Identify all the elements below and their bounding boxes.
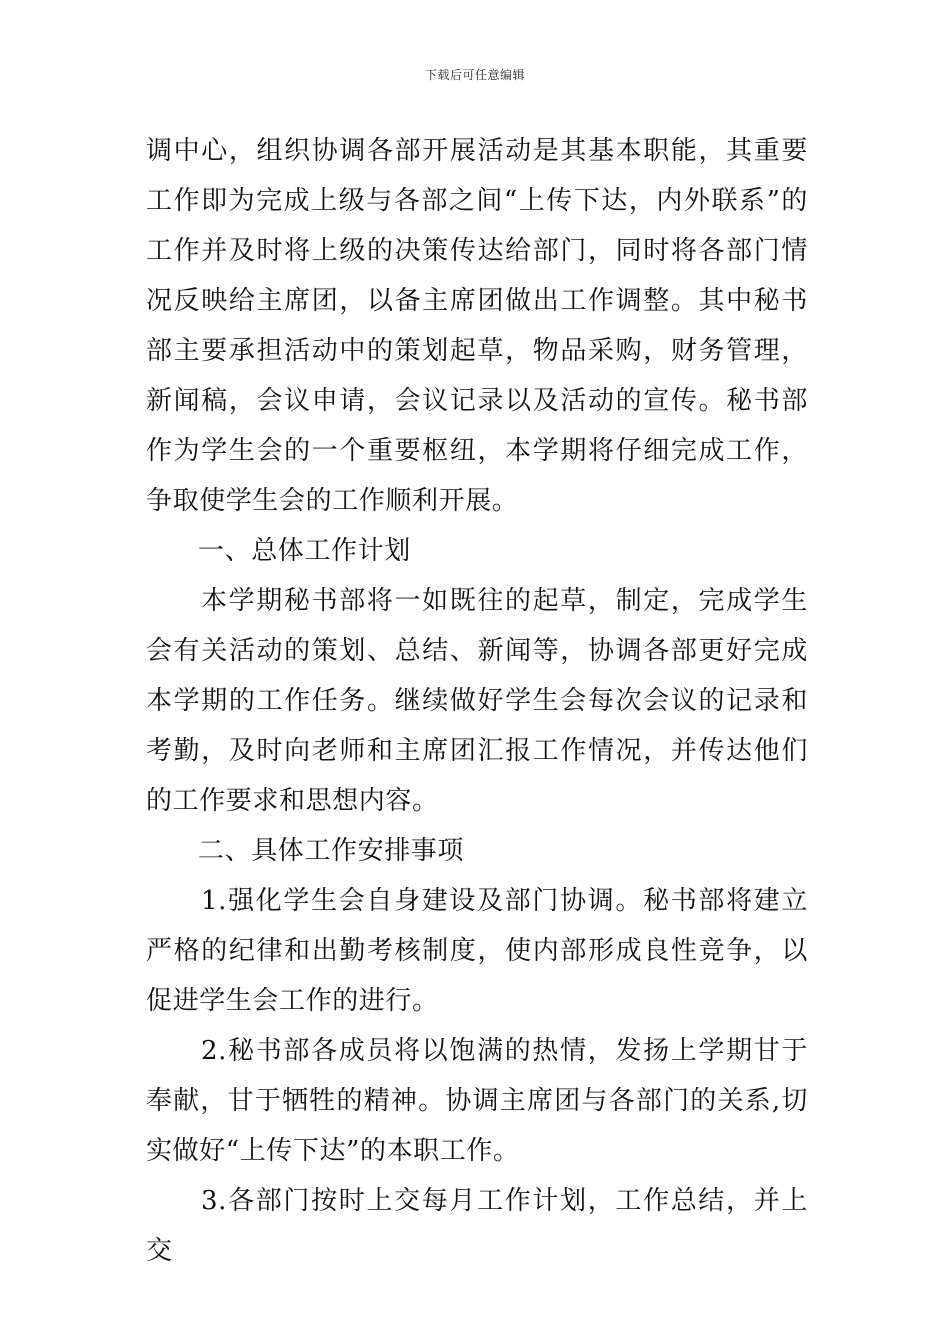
section-heading-specific-items: 二、具体工作安排事项 [198,836,465,866]
paragraph-overall-plan: 本学期秘书部将一如既往的起草，制定，完成学生会有关活动的策划、总结、新闻等，协调各部更好完成本学期的工作任务。继续做好学生会每次会议的记录和考勤，及时向老师和主席团汇报工作情况，并传达他们的工作要求和思想内容。 [146,586,808,816]
list-item-1: 1.强化学生会自身建设及部门协调。秘书部将建立严格的纪律和出勤考核制度，使内部形成良性竞争，以促进学生会工作的进行。 [146,886,808,1016]
section-heading-overall-plan: 一、总体工作计划 [198,536,411,566]
document-body [146,126,808,1276]
list-item-2: 2.秘书部各成员将以饱满的热情，发扬上学期甘于奉献，甘于牺牲的精神。协调主席团与各部门的关系,切实做好“上传下达”的本职工作。 [146,1036,808,1166]
page-header: 下载后可任意编辑 [424,68,525,82]
list-item-3: 3.各部门按时上交每月工作计划，工作总结，并上交 [146,1186,808,1266]
paragraph-intro: 调中心，组织协调各部开展活动是其基本职能，其重要工作即为完成上级与各部之间“上传下达，内外联系”的工作并及时将上级的决策传达给部门，同时将各部门情况反映给主席团，以备主席团做出工作调整。其中秘书部主要承担活动中的策划起草，物品采购，财务管理，新闻稿，会议申请，会议记录以及活动的宣传。秘书部作为学生会的一个重要枢纽，本学期将仔细完成工作，争取使学生会的工作顺利开展。 [146,136,808,516]
